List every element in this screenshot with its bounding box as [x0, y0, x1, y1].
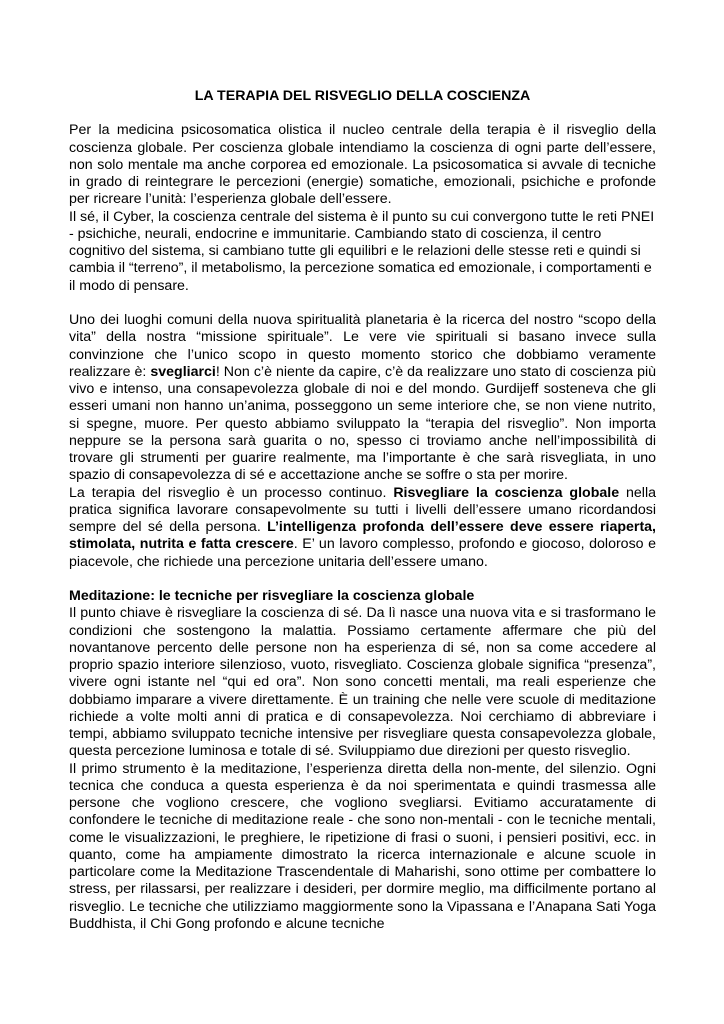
bold-text-global-consciousness: Risvegliare la coscienza globale	[393, 484, 620, 501]
bold-text-svegliarci: svegliarci	[150, 363, 216, 380]
paragraph-gap	[69, 571, 656, 588]
bold-text-deep-intelligence: L’intelligenza profonda dell’essere deve essere riaperta, stimolata, nutrita e fatta crescere	[69, 519, 656, 553]
text-run: Uno dei luoghi comuni della nuova spiritualità planetaria è la ricerca del nostro “scopo della vita” della nostra “missione spirituale”. Le vere vie spirituali si basano invece sulla convinzione che l’unico scopo in questo momento storico che dobbiamo veramente realizzare è:	[69, 312, 656, 380]
paragraph-cyber: Il sé, il Cyber, la coscienza centrale del sistema è il punto su cui convergono tutte le reti PNEI - psichiche, neurali, endocrine e immunitarie. Cambiando stato di coscienza, il centro cognitivo del sistema, si cambiano tutte gli equilibri e le relazioni delle stesse reti e quindi si cambia il “terreno”, il metabolismo, la percezione somatica ed emozionale, i comportamenti e il modo di pensare.	[69, 208, 655, 294]
text-run: La terapia del risveglio è un processo continuo.	[69, 484, 394, 501]
paragraph-self-awareness: Il punto chiave è risvegliare la coscienza di sé. Da lì nasce una nuova vita e si trasformano le condizioni che sostengono la malattia. Possiamo certamente affermare che più del novantanove percento delle persone non ha esperienza di sé, non sa come accedere al proprio spazio interiore silenzioso, vuoto, risvegliato. Coscienza globale significa “presenza”, vivere ogni istante nel “qui ed ora”. Non sono concetti mentali, ma reali esperienze che dobbiamo imparare a vivere direttamente. È un training che nelle vere scuole di meditazione richiede a volte molti anni di pratica e di consapevolezza. Noi cerchiamo di abbreviare i tempi, abbiamo sviluppato tecniche intensive per risvegliare questa consapevolezza globale, questa percezione luminosa e totale di sé. Sviluppiamo due direzioni per questo risveglio.	[69, 605, 656, 760]
paragraph-gap	[69, 295, 656, 312]
document-title: LA TERAPIA DEL RISVEGLIO DELLA COSCIENZA	[194, 88, 531, 104]
paragraph-therapy-process	[69, 485, 656, 571]
document-body	[69, 88, 656, 933]
paragraph-meditation-tool: Il primo strumento è la meditazione, l’esperienza diretta della non-mente, del silenzio. Ogni tecnica che conduca a questa esperienza è da noi sperimentata e quindi trasmessa alle persone che vogliono crescere, che vogliono svegliarsi. Evitiamo accuratamente di confondere le tecniche di meditazione reale - che sono non-mentali - con le tecniche mentali, come le visualizzazioni, le preghiere, le ripetizione di frasi o suoni, i pensieri positivi, ecc. in quanto, come ha ampiamente dimostrato la ricerca internazionale e alcune scuole in particolare come la Meditazione Trascendentale di Maharishi, sono ottime per combattere lo stress, per rilassarsi, per realizzare i desideri, per dormire meglio, ma difficilmente portano al risveglio. Le tecniche che utilizziamo maggiormente sono la Vipassana e l’Anapana Sati Yoga Buddhista, il Chi Gong profondo e alcune tecniche	[69, 760, 656, 932]
text-run: ! Non c’è niente da capire, c’è da realizzare uno stato di coscienza più vivo e intenso, una consapevolezza globale di noi e del mondo. Gurdijeff sosteneva che gli esseri umani non hanno un’anima, posseggono un seme interiore che, se non viene nutrito, si spegne, muore. Per questo abbiamo sviluppato la “terapia del risveglio”. Non importa neppure se la persona sarà guarita o no, spesso ci troviamo anche nell’impossibilità di trovare gli strumenti per guarire realmente, ma l’importante è che sarà risvegliata, in uno spazio di consapevolezza di sé e accettazione anche se soffre o sta per morire.	[69, 363, 657, 484]
section-heading-meditation: Meditazione: le tecniche per risvegliare la coscienza globale	[69, 588, 475, 604]
paragraph-awakening	[69, 312, 656, 485]
text-run: nella pratica significa lavorare consapevolmente su tutti i livelli dell’essere umano ricordandosi sempre del sé della persona.	[69, 484, 656, 535]
text-run: . E’ un lavoro complesso, profondo e giocoso, doloroso e piacevole, che richiede una percezione unitaria dell’essere umano.	[69, 536, 656, 570]
paragraph-intro: Per la medicina psicosomatica olistica il nucleo centrale della terapia è il risveglio della coscienza globale. Per coscienza globale intendiamo la coscienza di ogni parte dell’essere, non solo mentale ma anche corporea ed emozionale. La psicosomatica si avvale di tecniche in grado di reintegrare le percezioni (energie) somatiche, emozionali, psichiche e profonde per ricreare l’unità: l’esperienza globale dell’essere.	[69, 122, 656, 208]
